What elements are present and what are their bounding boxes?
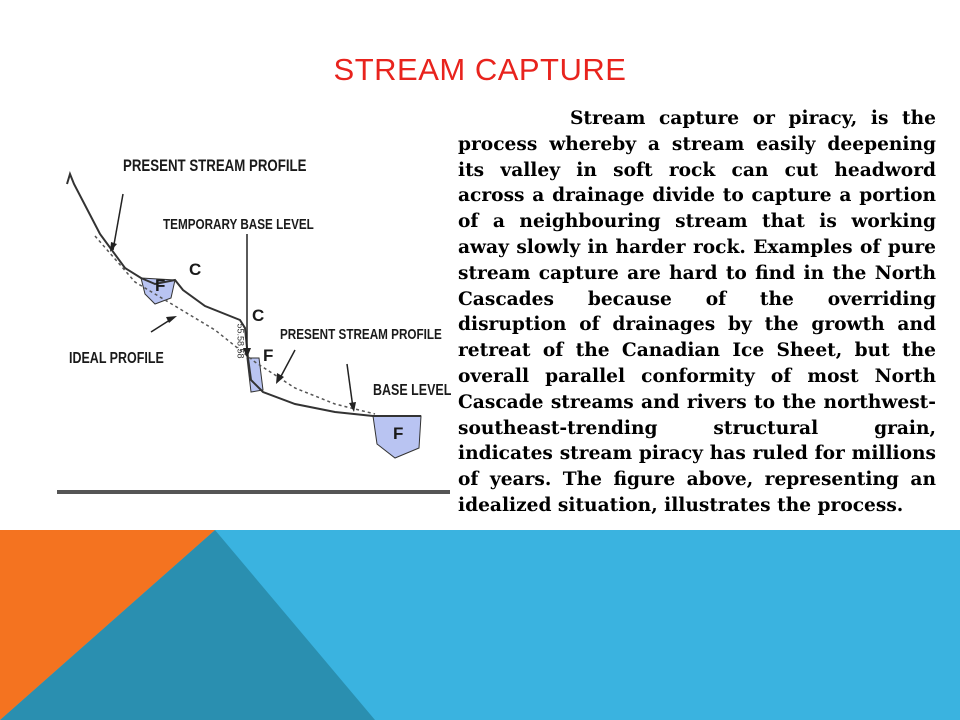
arrow-present-2 (279, 350, 295, 380)
letter-c-upper: C (189, 260, 202, 279)
letter-f-middle: F (263, 346, 274, 365)
small-rotated-note: 55.58.58 (235, 323, 246, 359)
body-lead: Stream capture or piracy, (570, 108, 858, 129)
arrow-base (347, 364, 353, 408)
label-ideal-profile: IDEAL PROFILE (69, 350, 164, 367)
body-rest: is the process whereby a stream easily deepening its valley in soft rock can cut headword across a drainage divide to capture a portion of a neighbouring stream that is working away slowly in harder rock. Examples of pure stream capture are hard to find in the North Cascades because of the overriding disruption of drainages by the growth and retreat of the Canadian Ice Sheet, but the overall parallel conformity of most North Cascade streams and rivers to the northwest-southeast-trending structural grain, indicates stream piracy has ruled for millions of years. The figure above, representing an idealized situation, illustrates the process. (458, 108, 936, 516)
label-present-stream-profile-2: PRESENT STREAM PROFILE (280, 326, 442, 343)
stream-capture-figure (55, 118, 452, 498)
arrow-present-1-head (110, 242, 117, 252)
letter-f-upper: F (155, 276, 166, 295)
label-temporary-base-level: TEMPORARY BASE LEVEL (163, 216, 314, 233)
letter-c-lower: C (252, 306, 265, 325)
label-present-stream-profile-1: PRESENT STREAM PROFILE (123, 156, 307, 175)
label-base-level: BASE LEVEL (373, 382, 452, 399)
letter-f-base: F (393, 424, 404, 443)
arrow-present-2-head (276, 373, 284, 384)
arrow-base-head (349, 402, 356, 412)
figure-baseline (57, 490, 450, 494)
arrow-present-1 (113, 194, 123, 250)
slide-title: STREAM CAPTURE (333, 52, 627, 87)
body-paragraph (458, 106, 936, 519)
